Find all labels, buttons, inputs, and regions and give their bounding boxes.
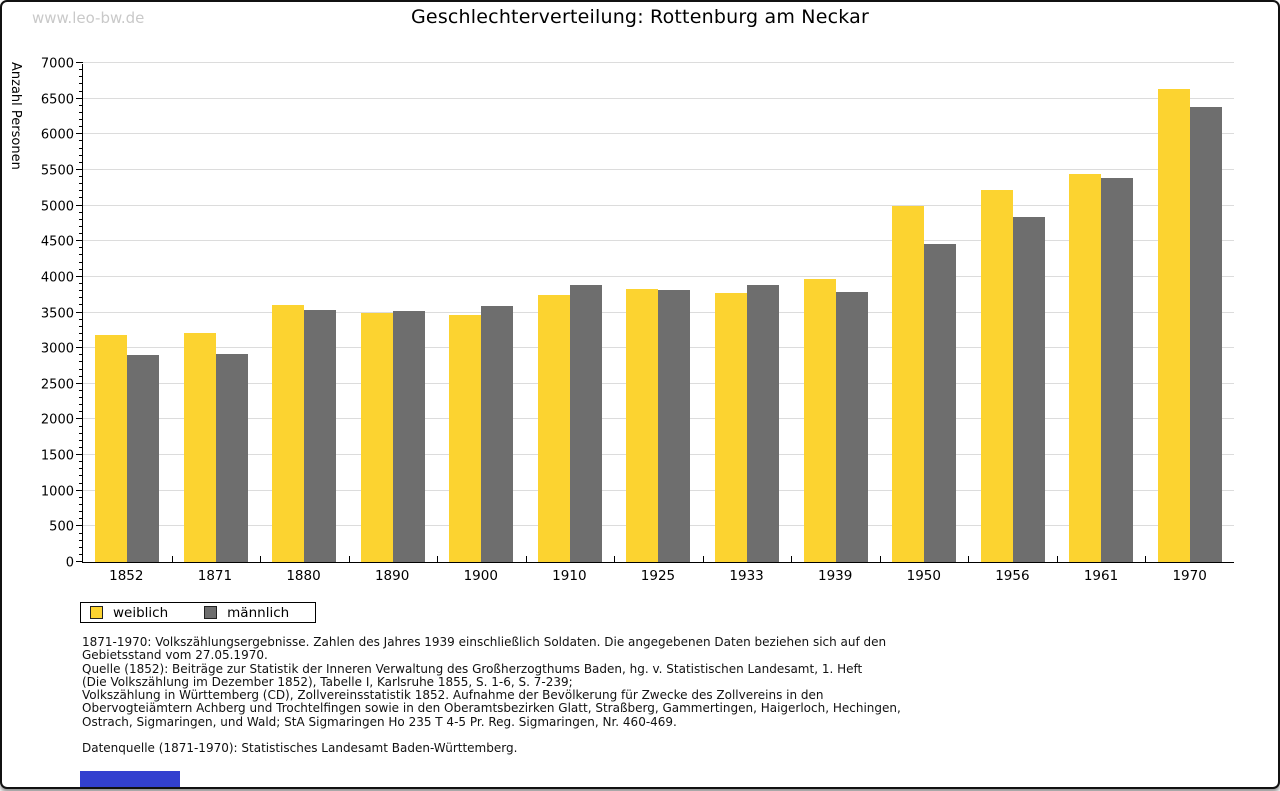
blue-selection-box[interactable] xyxy=(80,771,180,789)
y-tick-7000 xyxy=(76,62,83,63)
footnote-line-5: Volkszählung in Württemberg (CD), Zollvereinsstatistik 1852. Aufnahme der Bevölkerung für Zwecke des Zollvereins in den xyxy=(82,688,824,703)
y-tick-label-3500: 3500 xyxy=(40,306,74,321)
legend-label-weiblich: weiblich xyxy=(113,604,169,621)
x-tick-4 xyxy=(437,556,438,562)
bar-weiblich-1961[interactable] xyxy=(1069,174,1101,562)
y-tick-500 xyxy=(76,525,83,526)
bar-männlich-1910[interactable] xyxy=(570,285,602,562)
bar-weiblich-1925[interactable] xyxy=(626,289,658,562)
x-tick-8 xyxy=(791,556,792,562)
bar-männlich-1933[interactable] xyxy=(747,285,779,562)
x-tick-3 xyxy=(349,556,350,562)
x-tick-12 xyxy=(1145,556,1146,562)
plot-area xyxy=(82,64,1234,563)
bar-groups xyxy=(83,64,1234,562)
footnote-line-1: 1871-1970: Volkszählungsergebnisse. Zahlen des Jahres 1939 einschließlich Soldaten. Die angegebenen Daten beziehen sich auf den xyxy=(82,635,887,649)
footnotes xyxy=(82,636,901,729)
y-tick-label-6500: 6500 xyxy=(40,92,74,108)
x-tick-label-1900: 1900 xyxy=(463,568,498,584)
bar-männlich-1950[interactable] xyxy=(924,244,956,562)
y-axis-label: Anzahl Personen xyxy=(8,62,23,170)
x-tick-label-1956: 1956 xyxy=(995,568,1030,584)
x-tick-label-1890: 1890 xyxy=(374,568,410,584)
y-tick-0 xyxy=(76,561,83,562)
y-tick-label-5500: 5500 xyxy=(40,163,74,179)
x-axis-tick-labels xyxy=(82,568,1234,584)
footnote-line-4: (Die Volkszählung im Dezember 1852), Tabelle I, Karlsruhe 1855, S. 1-6, S. 7-239; xyxy=(82,674,573,689)
bar-männlich-1852[interactable] xyxy=(127,355,159,562)
bar-group-1910 xyxy=(526,64,615,562)
x-tick-2 xyxy=(260,556,261,562)
bar-männlich-1880[interactable] xyxy=(304,310,336,562)
y-tick-6000 xyxy=(76,133,83,134)
footnote-line-2: Gebietsstand vom 27.05.1970. xyxy=(82,648,268,663)
bar-weiblich-1939[interactable] xyxy=(804,279,836,562)
bar-weiblich-1852[interactable] xyxy=(95,335,127,562)
y-tick-3000 xyxy=(76,347,83,348)
x-tick-label-1925: 1925 xyxy=(640,568,676,584)
bar-weiblich-1933[interactable] xyxy=(715,293,747,562)
x-tick-6 xyxy=(614,556,615,562)
footnote-line-3: Quelle (1852): Beiträge zur Statistik der Inneren Verwaltung des Großherzogthums Baden, hg. v. Statistischen Landesamt, 1. Heft xyxy=(82,661,863,676)
x-tick-label-1950: 1950 xyxy=(906,568,941,584)
bar-männlich-1890[interactable] xyxy=(393,311,425,562)
x-tick-label-1880: 1880 xyxy=(286,568,321,584)
legend-item-weiblich xyxy=(90,605,168,621)
bar-group-1956 xyxy=(968,64,1057,562)
bar-weiblich-1950[interactable] xyxy=(892,206,924,562)
y-tick-label-4000: 4000 xyxy=(40,270,74,286)
bar-group-1950 xyxy=(880,64,969,562)
bar-männlich-1939[interactable] xyxy=(836,292,868,562)
y-tick-label-0: 0 xyxy=(65,555,74,571)
x-tick-label-1961: 1961 xyxy=(1083,568,1119,584)
footnote-line-7: Ostrach, Sigmaringen, und Wald; StA Sigmaringen Ho 235 T 4-5 Pr. Reg. Sigmaringen, Nr. 460-469. xyxy=(82,714,677,729)
bar-group-1900 xyxy=(437,64,526,562)
y-tick-4000 xyxy=(76,276,83,277)
bar-männlich-1961[interactable] xyxy=(1101,178,1133,562)
y-tick-1500 xyxy=(76,454,83,455)
bar-group-1890 xyxy=(349,64,438,562)
gridline-7000 xyxy=(83,62,1234,63)
y-tick-label-5000: 5000 xyxy=(40,199,74,215)
y-tick-5500 xyxy=(76,169,83,170)
bar-weiblich-1890[interactable] xyxy=(361,313,393,563)
legend-label-männlich: männlich xyxy=(227,604,290,621)
y-tick-4500 xyxy=(76,240,83,241)
legend-item-männlich xyxy=(204,605,289,621)
y-tick-label-7000: 7000 xyxy=(40,56,74,72)
x-tick-11 xyxy=(1057,556,1058,562)
x-tick-label-1970: 1970 xyxy=(1172,568,1207,584)
legend-swatch-weiblich xyxy=(90,606,103,619)
y-tick-label-500: 500 xyxy=(49,519,74,535)
x-tick-label-1933: 1933 xyxy=(729,568,764,584)
bar-weiblich-1910[interactable] xyxy=(538,295,570,562)
y-tick-5000 xyxy=(76,205,83,206)
y-tick-label-2000: 2000 xyxy=(40,412,74,428)
x-tick-label-1852: 1852 xyxy=(109,568,144,584)
y-tick-6500 xyxy=(76,98,83,99)
x-tick-7 xyxy=(703,556,704,562)
bar-group-1871 xyxy=(172,64,261,562)
y-tick-2500 xyxy=(76,383,83,384)
y-tick-label-6000: 6000 xyxy=(40,127,74,143)
bar-group-1970 xyxy=(1145,64,1234,562)
bar-group-1880 xyxy=(260,64,349,562)
y-tick-label-4500: 4500 xyxy=(40,234,74,250)
bar-group-1961 xyxy=(1057,64,1146,562)
y-tick-label-2500: 2500 xyxy=(40,377,74,393)
x-tick-5 xyxy=(526,556,527,562)
bar-männlich-1900[interactable] xyxy=(481,306,513,562)
bar-group-1852 xyxy=(83,64,172,562)
bar-weiblich-1970[interactable] xyxy=(1158,89,1190,562)
bar-männlich-1871[interactable] xyxy=(216,354,248,563)
bar-männlich-1970[interactable] xyxy=(1190,107,1222,562)
x-tick-label-1871: 1871 xyxy=(197,568,233,584)
footnote-line-6: Obervogteiämtern Achberg und Trochtelfingen sowie in den Oberamtsbezirken Glatt, Straßberg, Gammertingen, Haigerloch, Hechingen, xyxy=(82,701,901,716)
x-tick-1 xyxy=(172,556,173,562)
bar-männlich-1956[interactable] xyxy=(1013,217,1045,562)
datasource-line: Datenquelle (1871-1970): Statistisches Landesamt Baden-Württemberg. xyxy=(82,741,518,755)
x-tick-label-1910: 1910 xyxy=(552,568,587,584)
legend-swatch-männlich xyxy=(204,606,217,619)
bar-weiblich-1871[interactable] xyxy=(184,333,216,562)
bar-group-1933 xyxy=(703,64,792,562)
y-tick-label-1500: 1500 xyxy=(40,448,74,464)
y-tick-3500 xyxy=(76,312,83,313)
y-tick-label-1000: 1000 xyxy=(40,484,74,500)
chart-title: Geschlechterverteilung: Rottenburg am Neckar xyxy=(411,6,869,28)
y-tick-label-3000: 3000 xyxy=(40,341,74,357)
x-tick-10 xyxy=(968,556,969,562)
y-tick-1000 xyxy=(76,490,83,491)
bar-weiblich-1880[interactable] xyxy=(272,305,304,562)
watermark: www.leo-bw.de xyxy=(32,9,145,27)
bar-weiblich-1956[interactable] xyxy=(981,190,1013,562)
bar-männlich-1925[interactable] xyxy=(658,290,690,562)
x-tick-9 xyxy=(880,556,881,562)
bar-weiblich-1900[interactable] xyxy=(449,315,481,562)
x-tick-label-1939: 1939 xyxy=(818,568,853,584)
legend xyxy=(80,602,316,623)
bar-group-1925 xyxy=(614,64,703,562)
bar-group-1939 xyxy=(791,64,880,562)
y-tick-2000 xyxy=(76,418,83,419)
